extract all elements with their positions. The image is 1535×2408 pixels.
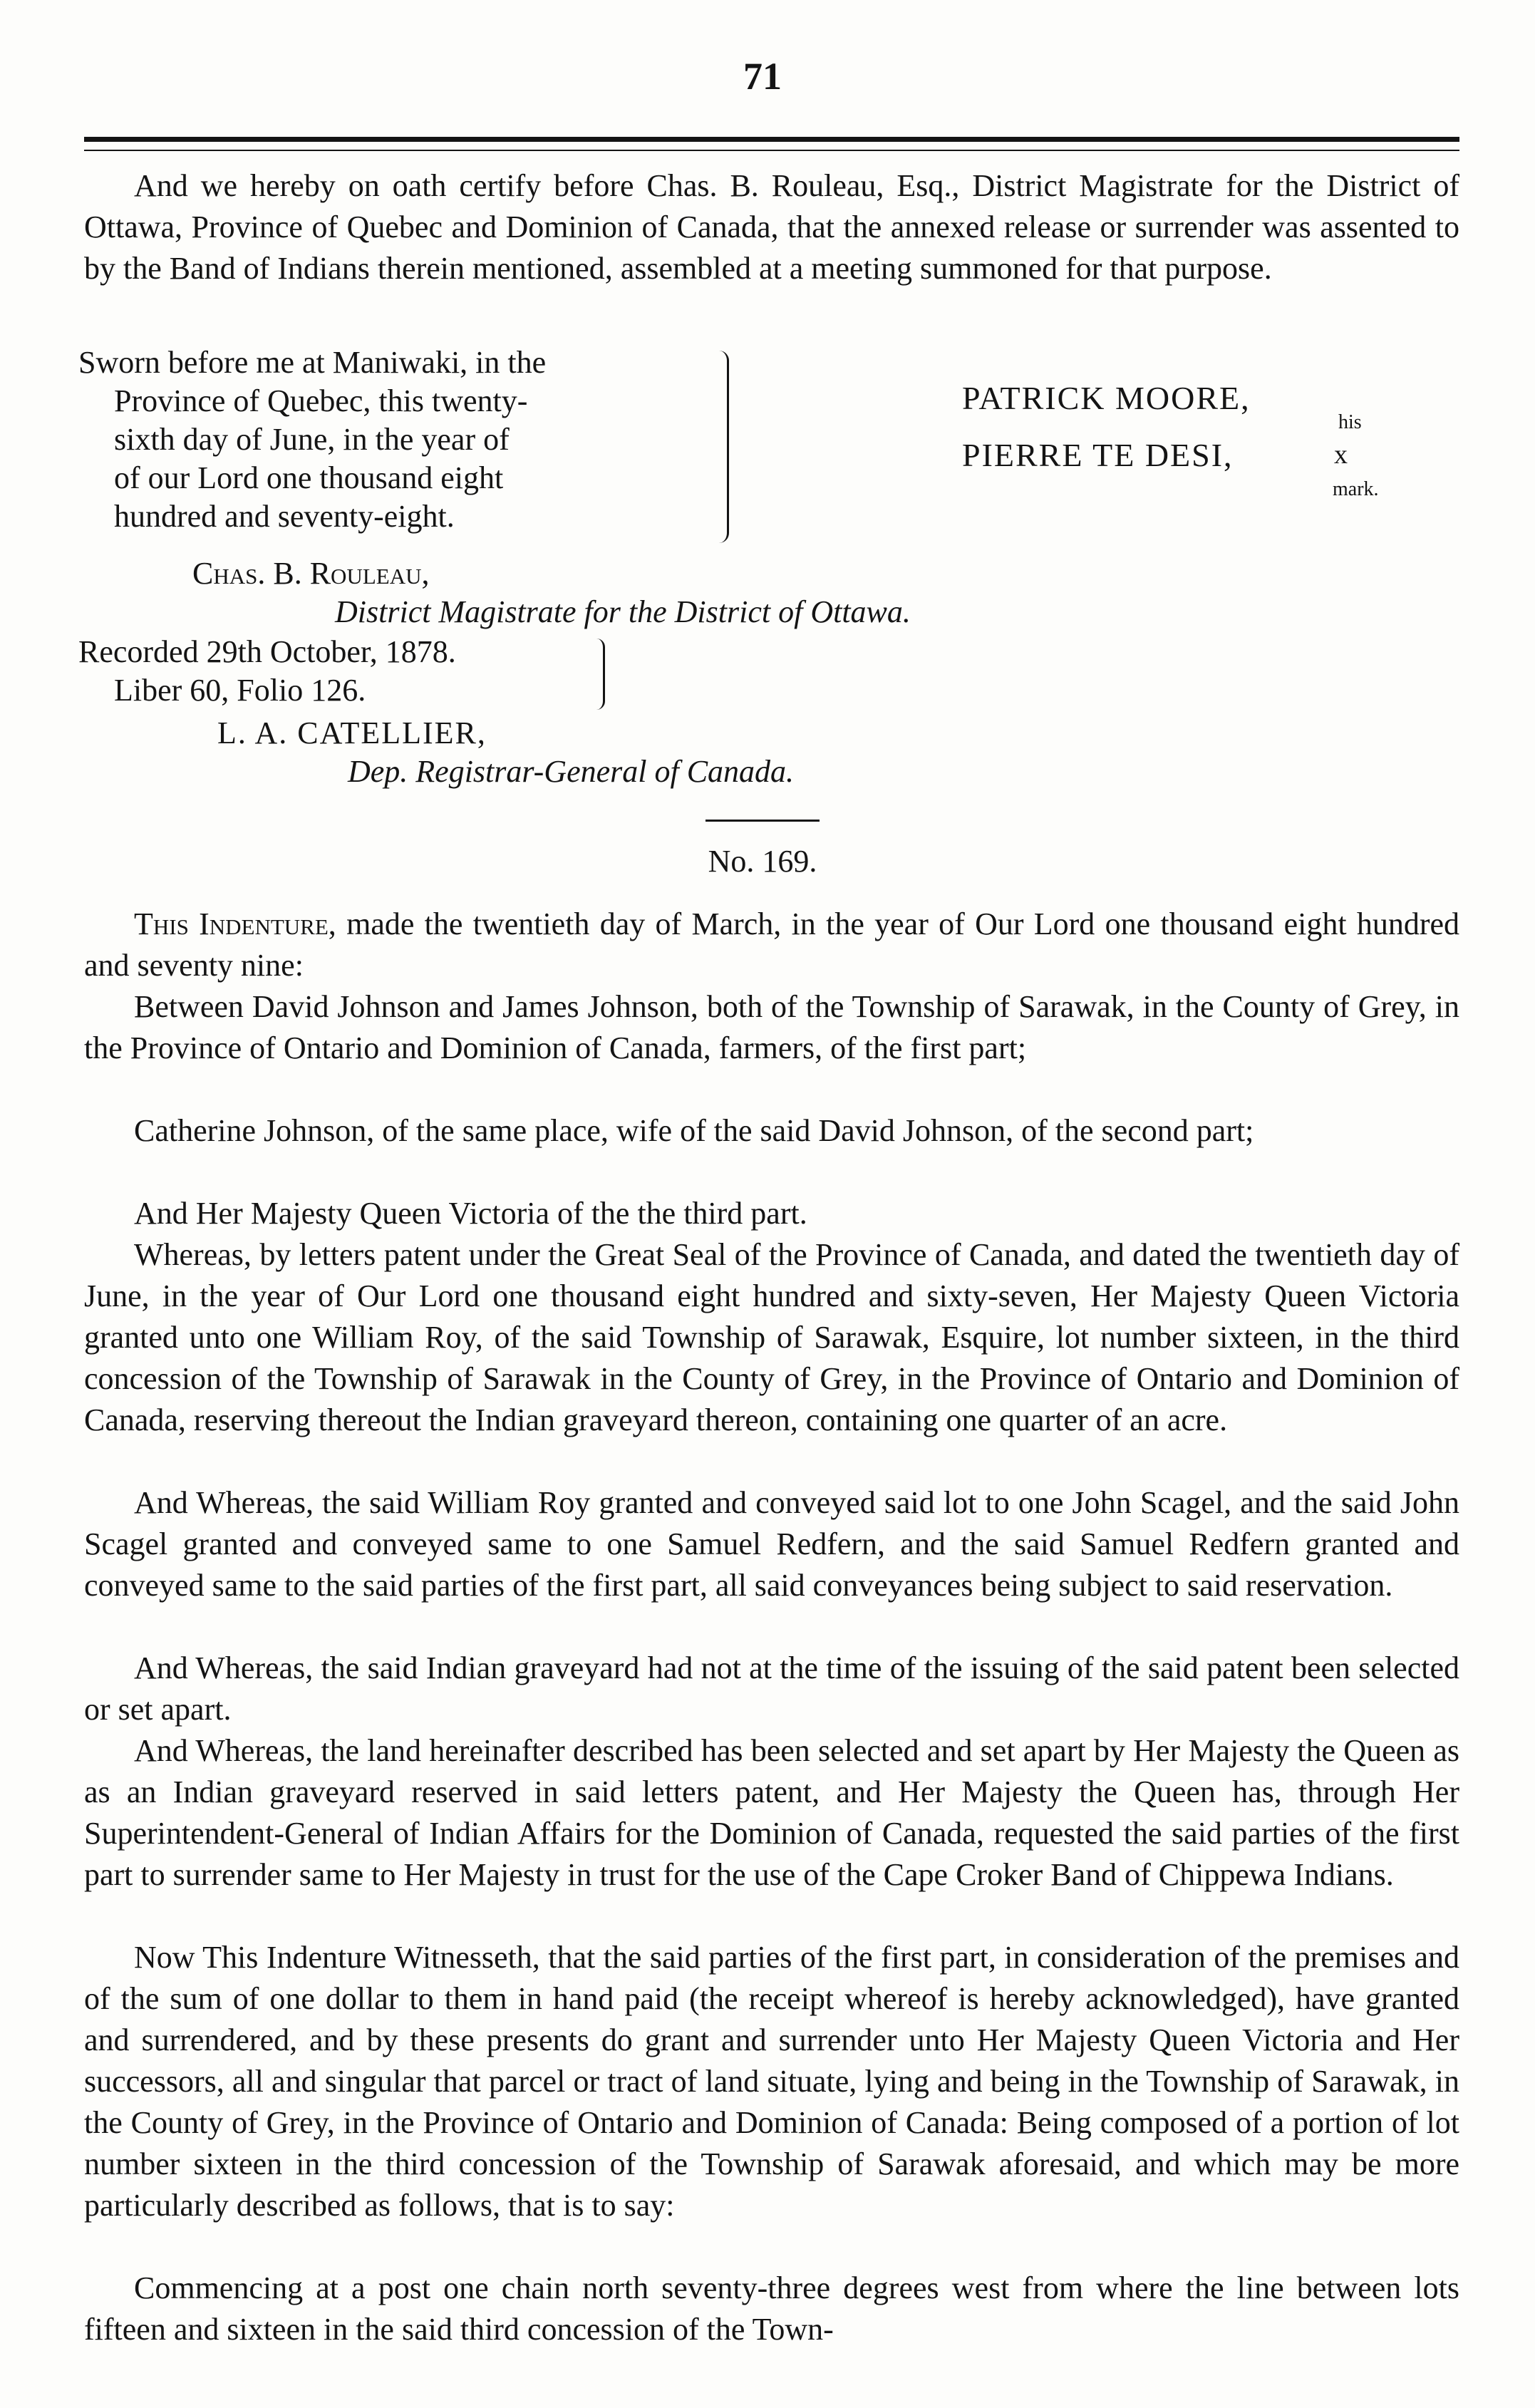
parties-third-paragraph: And Her Majesty Queen Victoria of the the third part. [134, 1196, 807, 1231]
parties-second-paragraph: Catherine Johnson, of the same place, wife of the said David Johnson, of the second part; [134, 1113, 1254, 1148]
signer-pierre-te-desi: PIERRE TE DESI, [962, 437, 1234, 473]
signature-his: his [1338, 411, 1362, 433]
whereas-conveyance-paragraph: And Whereas, the said William Roy granted and conveyed said lot to one John Scagel, and the said John Scagel granted and conveyed same to one Samuel Redfern, and the said Samuel Redfern granted and conveyed same to the said parties of the first part, all said conveyances being subject to said reservation. [84, 1485, 1459, 1603]
registrar-name: L. A. CATELLIER, [217, 715, 487, 750]
whereas-patent-paragraph: Whereas, by letters patent under the Great Seal of the Province of Canada, and dated the twentieth day of June, in the year of Our Lord one thousand eight hundred and sixty-seven, Her Majesty Queen Victoria granted unto one William Roy, of the said Township of Sarawak, Esquire, lot number sixteen, in the third concession of the Township of Sarawak in the County of Grey, in the Province of Ontario and Dominion of Canada, reserving thereout the Indian graveyard thereon, containing one quarter of an acre. [84, 1237, 1459, 1437]
sworn-line: hundred and seventy-eight. [114, 499, 455, 534]
header-rule-thin [84, 150, 1459, 151]
sworn-line: sixth day of June, in the year of [114, 422, 510, 457]
recording-brace [591, 639, 605, 710]
liber-folio: Liber 60, Folio 126. [114, 673, 366, 708]
signer-patrick-moore: PATRICK MOORE, [962, 380, 1251, 416]
page-number: 71 [743, 55, 782, 98]
certification-paragraph: And we hereby on oath certify before Chas. B. Rouleau, Esq., District Magistrate for the District of Ottawa, Province of Quebec and Dominion of Canada, that the annexed release or surrender was assented to by the Band of Indians therein mentioned, assembled at a meeting summoned for that purpose. [84, 168, 1459, 286]
document-number: No. 169. [708, 844, 817, 879]
parties-first-paragraph: Between David Johnson and James Johnson, both of the Township of Sarawak, in the County of Grey, in the Province of Ontario and Dominion of Canada, farmers, of the first part; [84, 989, 1459, 1065]
recorded-date: Recorded 29th October, 1878. [78, 634, 456, 669]
witnesseth-paragraph: Now This Indenture Witnesseth, that the said parties of the first part, in consideration of the premises and of the sum of one dollar to them in hand paid (the receipt whereof is hereby acknowledged), have granted and surrendered, and by these presents do grant and surrender unto Her Majesty Queen Victoria and Her successors, all and singular that parcel or tract of land situate, lying and being in the Township of Sarawak, in the County of Grey, in the Province of Ontario and Dominion of Canada: Being composed of a portion of lot number sixteen in the third concession of the Township of Sarawak aforesaid, and which may be more particularly described as follows, that is to say: [84, 1940, 1459, 2223]
sworn-statement [78, 343, 684, 536]
header-rule-thick [84, 137, 1459, 142]
sworn-brace [713, 351, 729, 543]
section-divider [706, 820, 820, 822]
magistrate-name: Chas. B. Rouleau, [192, 556, 430, 591]
sworn-line: Sworn before me at Maniwaki, in the [78, 345, 547, 380]
whereas-selection-paragraph: And Whereas, the land hereinafter described has been selected and set apart by Her Majesty the Queen as as an Indian graveyard reserved in said letters patent, and Her Majesty the Queen has, through Her Superintendent-General of Indian Affairs for the Dominion of Canada, requested the said parties of the first part to surrender same to Her Majesty in trust for the use of the Cape Croker Band of Chippewa Indians. [84, 1733, 1459, 1892]
indenture-opening-text: made the twentieth day of March, in the year of Our Lord one thousand eight hundred and seventy nine: [84, 906, 1460, 983]
magistrate-title: District Magistrate for the District of Ottawa. [335, 594, 911, 629]
indenture-lead: This Indenture, [134, 906, 336, 941]
signature-mark-label: mark. [1333, 478, 1379, 500]
registrar-title: Dep. Registrar-General of Canada. [348, 754, 795, 789]
sworn-line: of our Lord one thousand eight [114, 460, 504, 495]
signature-x-mark: x [1334, 440, 1348, 470]
commencing-paragraph: Commencing at a post one chain north seventy-three degrees west from where the line between lots fifteen and sixteen in the said third concession of the Town- [84, 2270, 1459, 2347]
indenture-opening [84, 904, 1459, 986]
whereas-graveyard-paragraph: And Whereas, the said Indian graveyard had not at the time of the issuing of the said patent been selected or set apart. [84, 1650, 1459, 1727]
sworn-line: Province of Quebec, this twenty- [114, 383, 528, 418]
